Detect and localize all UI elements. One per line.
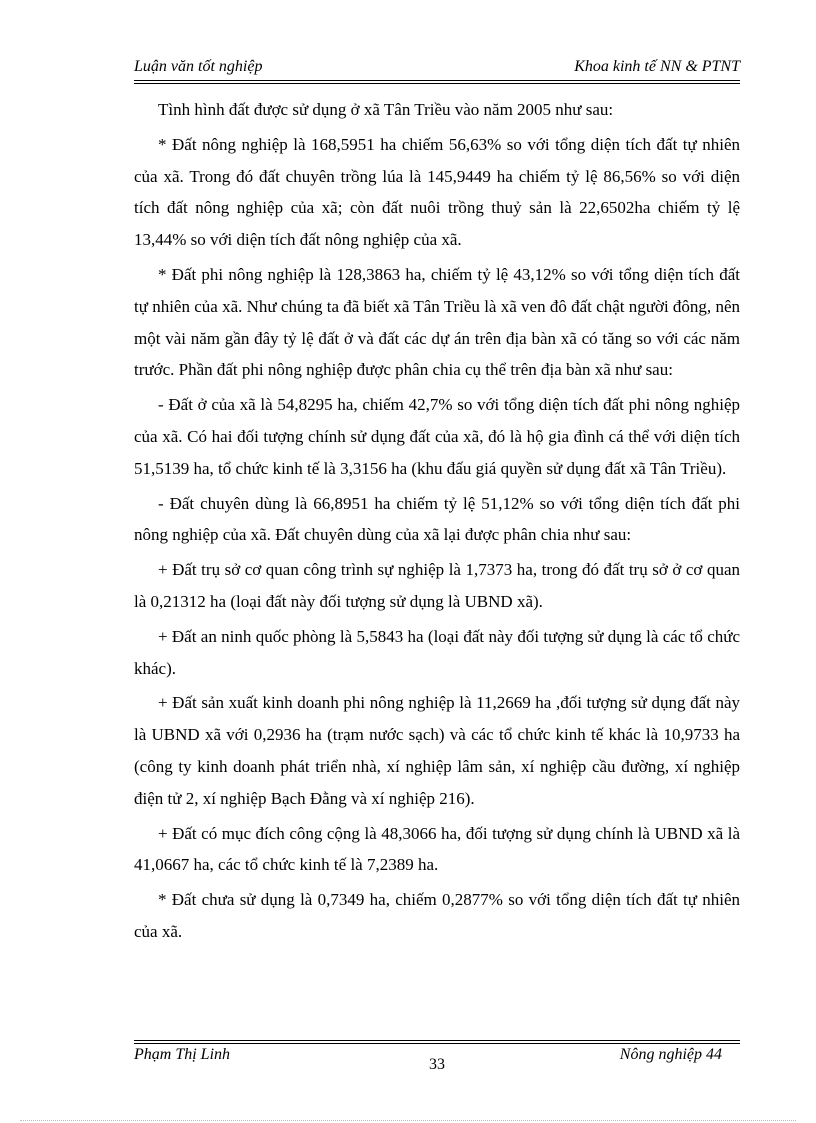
paragraph: + Đất có mục đích công cộng là 48,3066 ha, đối tượng sử dụng chính là UBND xã là 41,0667 ha, các tổ chức kinh tế là 7,2389 ha.: [134, 823, 740, 875]
paragraph: - Đất chuyên dùng là 66,8951 ha chiếm tỷ lệ 51,12% so với tổng diện tích đất phi nông nghiệp của xã. Đất chuyên dùng của xã lại được phân chia như sau:: [134, 493, 740, 545]
page-footer: [134, 1046, 740, 1076]
paragraph: * Đất nông nghiệp là 168,5951 ha chiếm 56,63% so với tổng diện tích đất tự nhiên của xã. Trong đó đất chuyên trồng lúa là 145,9449 ha chiếm tỷ lệ 86,56% so với diện tích đất nông nghiệp của xã; còn đất nuôi trồng thuỷ sản là 22,6502ha chiếm tỷ lệ 13,44% so với diện tích đất nông nghiệp của xã.: [134, 134, 740, 250]
footer-divider: [134, 1040, 740, 1041]
page-edge-divider: [20, 1120, 796, 1121]
footer-class: Nông nghiệp 44: [619, 1046, 722, 1063]
footer-author: Phạm Thị Linh: [134, 1046, 231, 1063]
footer-divider: [134, 1043, 740, 1044]
paragraph: + Đất trụ sở cơ quan công trình sự nghiệp là 1,7373 ha, trong đó đất trụ sở ở cơ quan là 0,21312 ha (loại đất này đối tượng sử dụng là UBND xã).: [134, 560, 740, 611]
body-text: [134, 94, 740, 951]
paragraph: * Đất phi nông nghiệp là 128,3863 ha, chiếm tỷ lệ 43,12% so với tổng diện tích đất tự nhiên của xã. Như chúng ta đã biết xã Tân Triều là xã ven đô đất chật người đông, nên một vài năm gần đây tỷ lệ đất ở và đất các dự án trên địa bàn xã có tăng so với các năm trước. Phần đất phi nông nghiệp được phân chia cụ thể trên địa bàn xã như sau:: [134, 264, 740, 380]
paragraph: - Đất ở của xã là 54,8295 ha, chiếm 42,7% so với tổng diện tích đất phi nông nghiệp của xã. Có hai đối tượng chính sử dụng đất của xã, đó là hộ gia đình cá thể với diện tích 51,5139 ha, tổ chức kinh tế là 3,3156 ha (khu đấu giá quyền sử dụng đất xã Tân Triều).: [134, 395, 740, 478]
header-faculty: Khoa kinh tế NN & PTNT: [574, 58, 740, 75]
paragraph: + Đất an ninh quốc phòng là 5,5843 ha (loại đất này đối tượng sử dụng là các tổ chức khác).: [134, 626, 740, 678]
header-divider: [134, 80, 740, 81]
page-number: 33: [429, 1056, 445, 1073]
paragraph: Tình hình đất được sử dụng ở xã Tân Triều vào năm 2005 như sau:: [158, 100, 614, 119]
header-thesis-title: Luận văn tốt nghiệp: [134, 58, 263, 75]
page-header: [134, 58, 740, 80]
header-divider: [134, 83, 740, 84]
paragraph: + Đất sản xuất kinh doanh phi nông nghiệp là 11,2669 ha ,đối tượng sử dụng đất này là UBND xã với 0,2936 ha (trạm nước sạch) và các tổ chức kinh tế khác là 10,9733 ha (công ty kinh doanh phát triển nhà, xí nghiệp lâm sản, xí nghiệp cầu đường, xí nghiệp điện tử 2, xí nghiệp Bạch Đằng và xí nghiệp 216).: [134, 693, 740, 808]
paragraph: * Đất chưa sử dụng là 0,7349 ha, chiếm 0,2877% so với tổng diện tích đất tự nhiên của xã.: [134, 890, 740, 941]
